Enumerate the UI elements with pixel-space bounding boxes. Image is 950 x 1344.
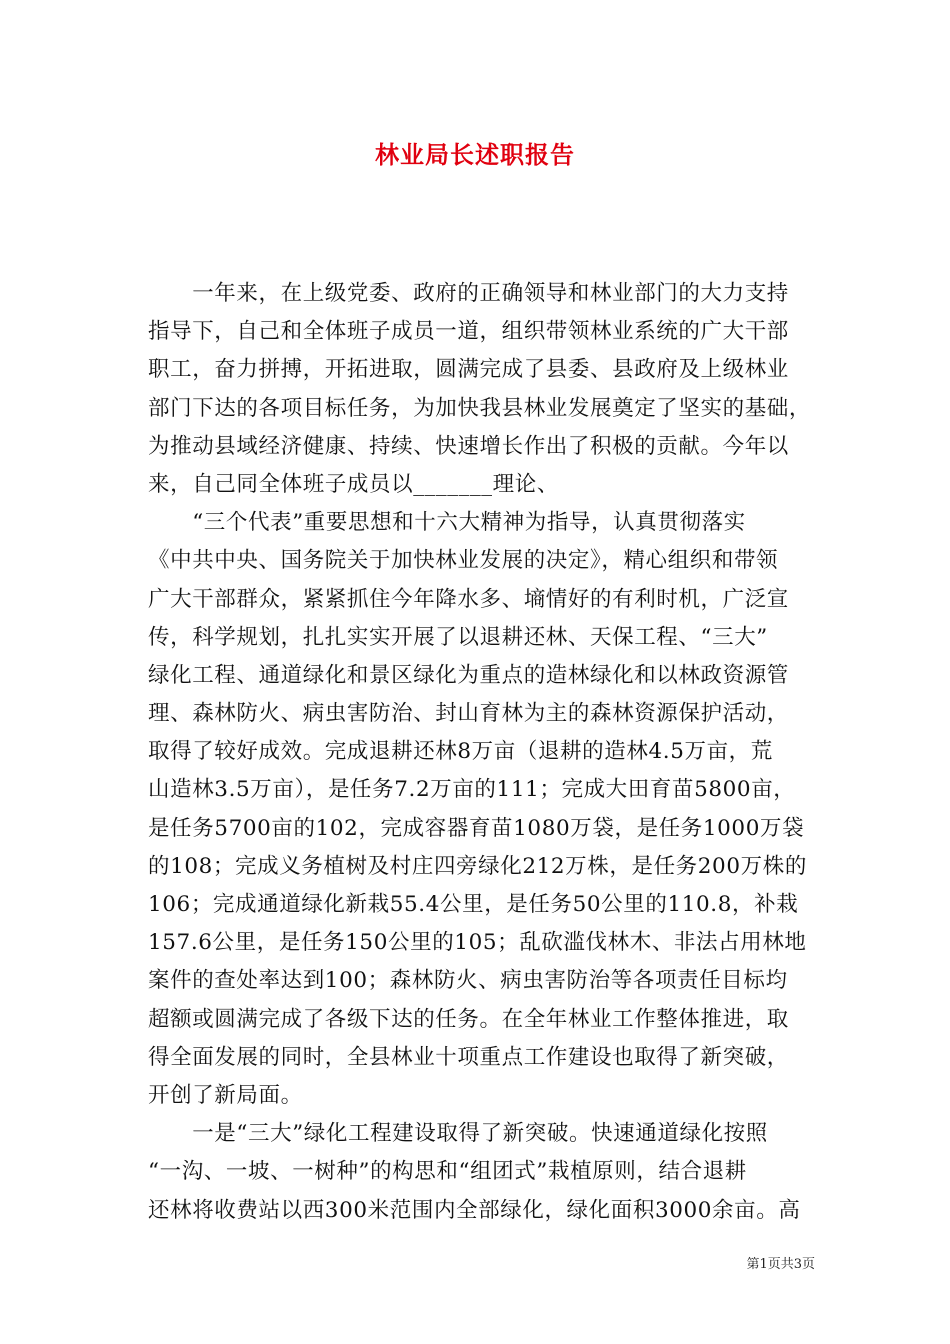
text-line: 一是“三大”绿化工程建设取得了新突破。快速通道绿化按照 [148,1121,768,1147]
text-line: 广大干部群众，紧紧抓住今年降水多、墒情好的有利时机，广泛宣 [148,586,789,612]
text-line: 绿化工程、通道绿化和景区绿化为重点的造林绿化和以林政资源管 [148,662,789,688]
text-line: 部门下达的各项目标任务，为加快我县林业发展奠定了坚实的基础， [148,395,812,421]
text-line: 开创了新局面。 [148,1082,303,1108]
text-line: “一沟、一坡、一树种”的构思和“组团式”栽植原则，结合退耕 [148,1159,747,1185]
text-line: 案件的查处率达到100；森林防火、病虫害防治等各项责任目标均 [148,968,788,994]
text-line: 157.6公里，是任务150公里的105；乱砍滥伐林木、非法占用林地 [148,930,807,956]
text-line: 一年来，在上级党委、政府的正确领导和林业部门的大力支持 [148,281,789,306]
page-number: 第1页共3页 [746,1257,815,1272]
text-line: 传，科学规划，扎扎实实开展了以退耕还林、天保工程、“三大” [148,624,768,650]
text-line: 超额或圆满完成了各级下达的任务。在全年林业工作整体推进，取 [148,1006,789,1032]
text-line: 山造林3.5万亩），是任务7.2万亩的111；完成大田育苗5800亩， [148,777,796,803]
document-body [148,275,813,1230]
document-title: 林业局长述职报告 [375,140,575,169]
text-line: 来，自己同全体班子成员以_______理论、 [148,471,559,497]
text-line: 为推动县域经济健康、持续、快速增长作出了积极的贡献。今年以 [148,433,789,459]
text-line: “三个代表”重要思想和十六大精神为指导，认真贯彻落实 [148,510,746,536]
text-line: 《中共中央、国务院关于加快林业发展的决定》，精心组织和带领 [148,548,779,574]
text-line: 得全面发展的同时，全县林业十项重点工作建设也取得了新突破， [148,1044,789,1070]
text-line: 取得了较好成效。完成退耕还林8万亩（退耕的造林4.5万亩，荒 [148,739,773,765]
text-line: 指导下，自己和全体班子成员一道，组织带领林业系统的广大干部 [148,319,789,345]
text-line: 还林将收费站以西300米范围内全部绿化，绿化面积3000余亩。高 [148,1197,801,1223]
text-line: 职工，奋力拼搏，开拓进取，圆满完成了县委、县政府及上级林业 [148,357,789,383]
text-line: 是任务5700亩的102，完成容器育苗1080万袋，是任务1000万袋 [148,815,805,841]
text-line: 的108；完成义务植树及村庄四旁绿化212万株，是任务200万株的 [148,853,807,879]
text-line: 106；完成通道绿化新栽55.4公里，是任务50公里的110.8，补栽 [148,892,799,917]
text-line: 理、森林防火、病虫害防治、封山育林为主的森林资源保护活动， [148,701,789,727]
